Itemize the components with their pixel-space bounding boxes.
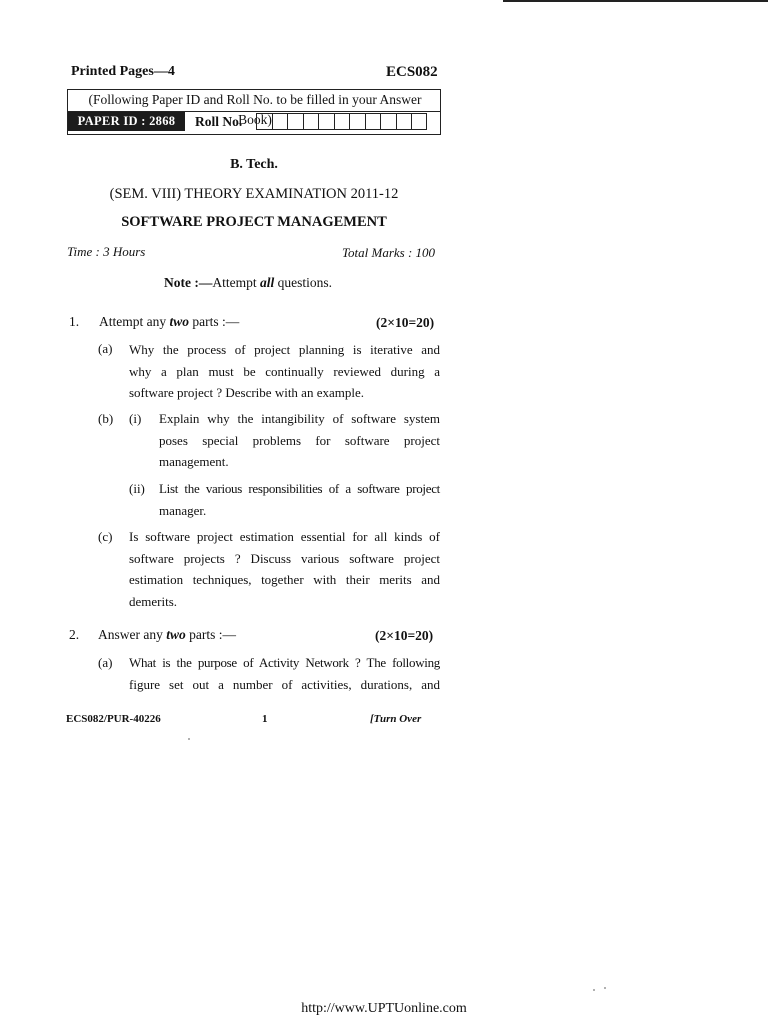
q1c-line-1: Is software project estimation essential for all kinds of	[129, 529, 440, 544]
marks-label: Total Marks : 100	[342, 245, 436, 260]
roll-no-box	[380, 113, 396, 130]
q1-instr-post: parts :—	[189, 314, 240, 329]
q1c-line-3: estimation techniques, together with their merits and	[129, 572, 440, 587]
q1b-i-label: (i)	[129, 411, 142, 426]
scan-edge-line	[503, 0, 768, 2]
q1c-text	[129, 526, 440, 612]
q2-marks: (2×10=20)	[375, 628, 434, 643]
q1a-line-3: software project ? Describe with an example.	[129, 385, 364, 400]
note-emphasis: all	[259, 275, 275, 290]
q1b-i-line-1: Explain why the intangibility of software system	[159, 411, 440, 426]
q1-number: 1.	[69, 314, 80, 329]
roll-no-box	[396, 113, 412, 130]
roll-no-box	[318, 113, 334, 130]
q1-instr-em: two	[169, 314, 190, 329]
roll-no-boxes	[256, 113, 427, 130]
roll-no-box	[256, 113, 272, 130]
roll-no-box	[303, 113, 319, 130]
q2-instr-em: two	[166, 627, 186, 642]
paper-code: ECS082	[386, 64, 438, 80]
turn-over: [Turn Over	[370, 713, 422, 725]
note-post: questions.	[274, 275, 333, 290]
q1c-line-2: software projects ? Discuss various software project	[129, 550, 440, 566]
paper-id-box	[67, 89, 441, 135]
q1-marks: (2×10=20)	[376, 315, 435, 330]
note-line	[164, 275, 332, 291]
q1c-line-4: demerits.	[129, 593, 178, 609]
q1b-label: (b)	[98, 411, 114, 426]
page-number: 1	[262, 713, 268, 725]
q1b-ii-line-2: manager.	[159, 502, 207, 518]
q2a-text	[129, 652, 440, 695]
q1c-label: (c)	[98, 529, 113, 544]
q2-instr-pre: Answer any	[98, 627, 167, 642]
footer-code: ECS082/PUR-40226	[66, 713, 161, 725]
q1b-i-line-2: poses special problems for software project	[159, 432, 440, 448]
q1b-i-text	[159, 408, 440, 473]
note-label: Note :—	[164, 275, 213, 290]
q2-instr-post: parts :—	[185, 627, 236, 642]
q2a-line-2: figure set out a number of activities, durations, and	[129, 676, 440, 692]
paper-id-row	[68, 112, 440, 133]
q2-number: 2.	[69, 627, 80, 642]
paper-id-label: PAPER ID : 2868	[68, 112, 185, 131]
q2a-label: (a)	[98, 655, 113, 670]
time-label: Time : 3 Hours	[67, 244, 146, 259]
scan-speck	[593, 989, 595, 991]
roll-no-label: Roll No.	[195, 114, 243, 129]
session-title: (SEM. VIII) THEORY EXAMINATION 2011-12	[109, 186, 399, 202]
q1-instr-pre: Attempt any	[99, 314, 170, 329]
q2-instruction	[98, 627, 236, 643]
source-url: http://www.UPTUonline.com	[301, 1001, 467, 1016]
q1b-ii-line-1: List the various responsibilities of a software project	[159, 481, 440, 496]
subject-title: SOFTWARE PROJECT MANAGEMENT	[121, 214, 387, 230]
roll-no-box	[349, 113, 365, 130]
roll-no-box	[411, 113, 427, 130]
scan-speck	[604, 987, 606, 989]
q1a-text	[129, 339, 440, 404]
roll-no-box	[272, 113, 288, 130]
q1b-ii-label: (ii)	[129, 481, 145, 496]
q1a-line-2: why a plan must be continually reviewed during a	[129, 363, 440, 379]
note-pre: Attempt	[212, 275, 260, 290]
roll-no-box	[287, 113, 303, 130]
q1-instruction	[99, 314, 239, 330]
q2a-line-1: What is the purpose of Activity Network ? The following	[129, 655, 440, 670]
fill-note: (Following Paper ID and Roll No. to be filled in your Answer Book)	[68, 90, 440, 112]
course-title: B. Tech.	[230, 157, 278, 172]
roll-no-box	[334, 113, 350, 130]
q1b-i-line-3: management.	[159, 454, 229, 469]
scan-speck	[188, 738, 190, 740]
q1a-label: (a)	[98, 341, 113, 356]
q1b-ii-text	[159, 478, 440, 521]
q1a-line-1: Why the process of project planning is iterative and	[129, 342, 440, 357]
roll-no-box	[365, 113, 381, 130]
printed-pages: Printed Pages—4	[71, 64, 175, 79]
